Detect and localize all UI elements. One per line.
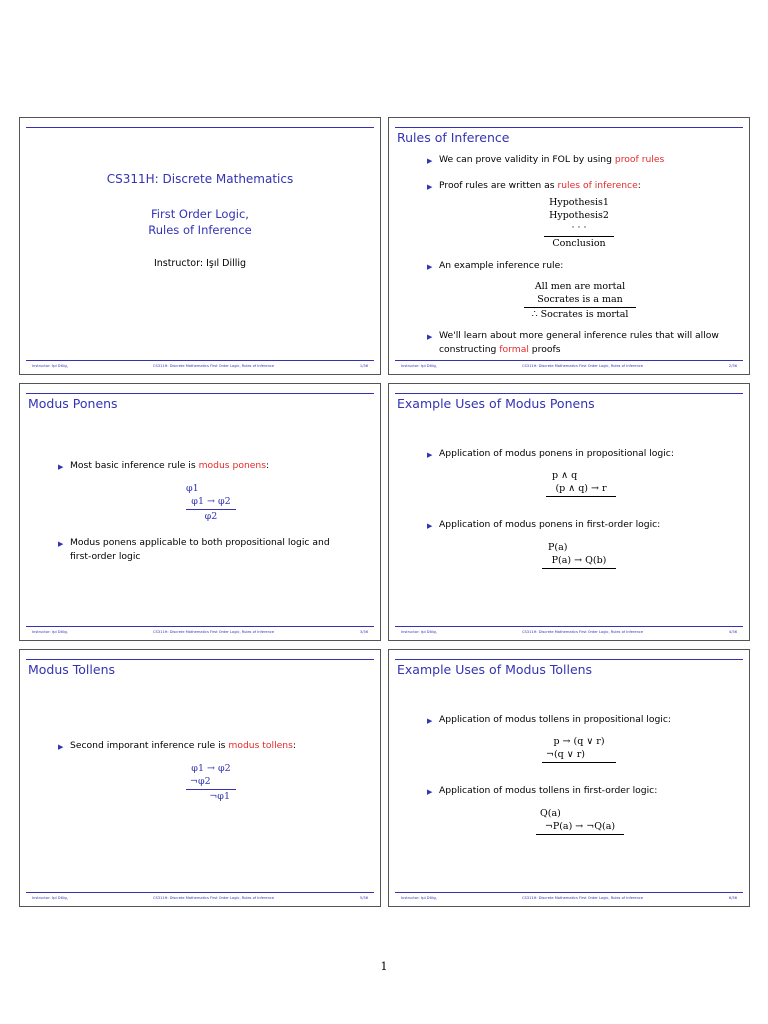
slide-footer xyxy=(395,626,743,638)
footer-author: Instructor: Işıl Dillig, xyxy=(401,364,437,368)
rule-bar xyxy=(186,789,236,790)
instructor: Instructor: Işıl Dillig xyxy=(153,258,247,269)
bullet-first-order xyxy=(427,784,658,798)
premise-2: ¬φ2 xyxy=(190,775,211,787)
hypothesis-1: Hypothesis1 xyxy=(549,197,609,208)
footer-course: CS311H: Discrete Mathematics First Order Logic, Rules of Inference xyxy=(522,364,644,368)
bullet-triangle-icon: ▶ xyxy=(427,717,433,725)
bullet-triangle-icon: ▶ xyxy=(427,183,433,191)
bullet-text: Modus ponens applicable to both propositional logic and xyxy=(70,537,330,548)
bullet-propositional xyxy=(427,447,674,461)
bullet-text: Application of modus tollens in propositional logic: xyxy=(439,714,671,725)
footer-author: Instructor: Işıl Dillig, xyxy=(32,630,68,634)
topic-line-1: First Order Logic, xyxy=(151,207,249,221)
bullet-triangle-icon: ▶ xyxy=(427,263,433,271)
socrates-rule xyxy=(524,281,636,322)
slide-title: Rules of Inference xyxy=(397,130,510,145)
bullet-triangle-icon: ▶ xyxy=(427,333,433,341)
premise-1: φ1 xyxy=(186,483,199,494)
highlight-text: modus ponens xyxy=(198,460,267,471)
course-title: CS311H: Discrete Mathematics xyxy=(106,172,294,186)
slide-footer xyxy=(26,360,374,372)
bullet-written-as xyxy=(427,179,641,193)
footer-page: 3/36 xyxy=(359,630,368,634)
conclusion: ∴ Socrates is mortal xyxy=(531,309,629,320)
highlight-text: rules of inference xyxy=(557,180,638,191)
bullet-general-rules xyxy=(427,329,719,356)
rule-bar xyxy=(536,834,624,835)
footer-page: 6/36 xyxy=(728,896,737,900)
footer-course: CS311H: Discrete Mathematics First Order Logic, Rules of Inference xyxy=(153,364,275,368)
rule-bar xyxy=(186,509,236,510)
highlight-text: proof rules xyxy=(614,154,665,165)
footer-author: Instructor: Işıl Dillig, xyxy=(32,896,68,900)
bullet-triangle-icon: ▶ xyxy=(58,463,64,471)
slide-title: Example Uses of Modus Tollens xyxy=(397,662,593,677)
bullet-text: first-order logic xyxy=(70,550,141,562)
bullet-text: We can prove validity in FOL by using xyxy=(439,154,615,165)
conclusion: Conclusion xyxy=(552,237,606,249)
propositional-example xyxy=(542,736,616,764)
slide-footer xyxy=(26,626,374,638)
rule-bar xyxy=(544,236,614,237)
footer-course: CS311H: Discrete Mathematics First Order Logic, Rules of Inference xyxy=(153,630,275,634)
slide-title: Example Uses of Modus Ponens xyxy=(397,396,595,411)
document-page-number: 1 xyxy=(380,960,388,973)
header-rule xyxy=(26,659,374,660)
footer-course: CS311H: Discrete Mathematics First Order Logic, Rules of Inference xyxy=(522,630,644,634)
bullet-propositional xyxy=(427,713,671,727)
bullet-text: : xyxy=(292,740,297,751)
premise-1: p → (q ∨ r) xyxy=(553,736,605,747)
rule-bar xyxy=(546,496,616,497)
conclusion: ¬φ1 xyxy=(209,791,230,802)
propositional-example xyxy=(546,470,616,498)
bullet-text: We'll learn about more general inference rules that will allow xyxy=(439,330,719,341)
bullet-triangle-icon: ▶ xyxy=(58,540,64,548)
footer-author: Instructor: Işıl Dillig, xyxy=(401,896,437,900)
footer-author: Instructor: Işıl Dillig, xyxy=(32,364,68,368)
footer-page: 5/36 xyxy=(359,896,368,900)
header-rule xyxy=(395,127,743,128)
bullet-triangle-icon: ▶ xyxy=(427,451,433,459)
topic-line-2: Rules of Inference xyxy=(148,223,252,237)
premise-1: Q(a) xyxy=(540,808,561,819)
bullet-modus-tollens xyxy=(58,739,297,753)
slide-modus-tollens-examples xyxy=(388,649,750,907)
slide-modus-ponens xyxy=(19,383,381,641)
rule-bar xyxy=(542,568,616,569)
bullet-text: constructing xyxy=(439,343,500,355)
conclusion: φ2 xyxy=(204,511,218,522)
first-order-example xyxy=(536,808,624,836)
bullet-triangle-icon: ▶ xyxy=(427,522,433,530)
bullet-example-rule xyxy=(427,259,564,273)
premise-2: ¬P(a) → ¬Q(a) xyxy=(544,820,616,832)
slide-footer xyxy=(395,360,743,372)
footer-author: Instructor: Işıl Dillig, xyxy=(401,630,437,634)
premise-2: P(a) → Q(b) xyxy=(551,554,607,566)
bullet-text: proofs xyxy=(528,343,561,355)
bullet-text: Application of modus ponens in first-order logic: xyxy=(439,519,661,530)
footer-course: CS311H: Discrete Mathematics First Order Logic, Rules of Inference xyxy=(153,896,275,900)
highlight-text: formal xyxy=(499,343,529,355)
header-rule xyxy=(395,659,743,660)
bullet-triangle-icon: ▶ xyxy=(427,788,433,796)
premise-1: φ1 → φ2 xyxy=(191,763,231,774)
footer-course: CS311H: Discrete Mathematics First Order Logic, Rules of Inference xyxy=(522,896,644,900)
modus-ponens-rule xyxy=(186,483,236,524)
premise-1: P(a) xyxy=(548,542,568,553)
slide-modus-tollens xyxy=(19,649,381,907)
premise-2: (p ∧ q) → r xyxy=(555,482,607,494)
bullet-triangle-icon: ▶ xyxy=(427,157,433,165)
premise-2: Socrates is a man xyxy=(537,293,623,305)
premise-1: All men are mortal xyxy=(534,281,626,292)
slide-modus-ponens-examples xyxy=(388,383,750,641)
modus-tollens-rule xyxy=(186,763,236,804)
slide-footer xyxy=(26,892,374,904)
bullet-text: An example inference rule: xyxy=(439,260,564,271)
slide-footer xyxy=(395,892,743,904)
bullet-text: Application of modus tollens in first-order logic: xyxy=(439,785,658,796)
header-rule xyxy=(26,393,374,394)
footer-page: 1/36 xyxy=(359,364,368,368)
rule-bar xyxy=(524,307,636,308)
bullet-triangle-icon: ▶ xyxy=(58,743,64,751)
bullet-modus-ponens xyxy=(58,459,270,473)
hypothesis-2: Hypothesis2 xyxy=(549,209,609,221)
slide-rules-of-inference xyxy=(388,117,750,375)
bullet-text: Application of modus ponens in propositional logic: xyxy=(439,448,674,459)
premise-2: φ1 → φ2 xyxy=(191,495,231,507)
bullet-text: Second imporant inference rule is xyxy=(70,740,229,751)
premise-1: p ∧ q xyxy=(552,470,578,481)
footer-page: 4/36 xyxy=(728,630,737,634)
bullet-text-line2 xyxy=(439,343,719,357)
bullet-text: Proof rules are written as xyxy=(439,180,558,191)
highlight-text: modus tollens xyxy=(228,740,293,751)
slide-title: Modus Tollens xyxy=(28,662,116,677)
bullet-text: Most basic inference rule is xyxy=(70,460,199,471)
premise-2: ¬(q ∨ r) xyxy=(546,748,585,760)
header-rule xyxy=(395,393,743,394)
bullet-applicable xyxy=(58,536,330,563)
slide-title xyxy=(19,117,381,375)
bullet-proof-rules xyxy=(427,153,665,167)
bullet-text: : xyxy=(637,180,641,191)
bullet-text: : xyxy=(266,460,270,471)
rule-bar xyxy=(542,762,616,763)
footer-page: 2/36 xyxy=(728,364,737,368)
generic-rule xyxy=(544,197,614,250)
first-order-example xyxy=(542,542,616,570)
header-rule xyxy=(26,127,374,128)
ellipsis: · · · xyxy=(571,222,587,233)
bullet-first-order xyxy=(427,518,661,532)
slide-title: Modus Ponens xyxy=(28,396,118,411)
